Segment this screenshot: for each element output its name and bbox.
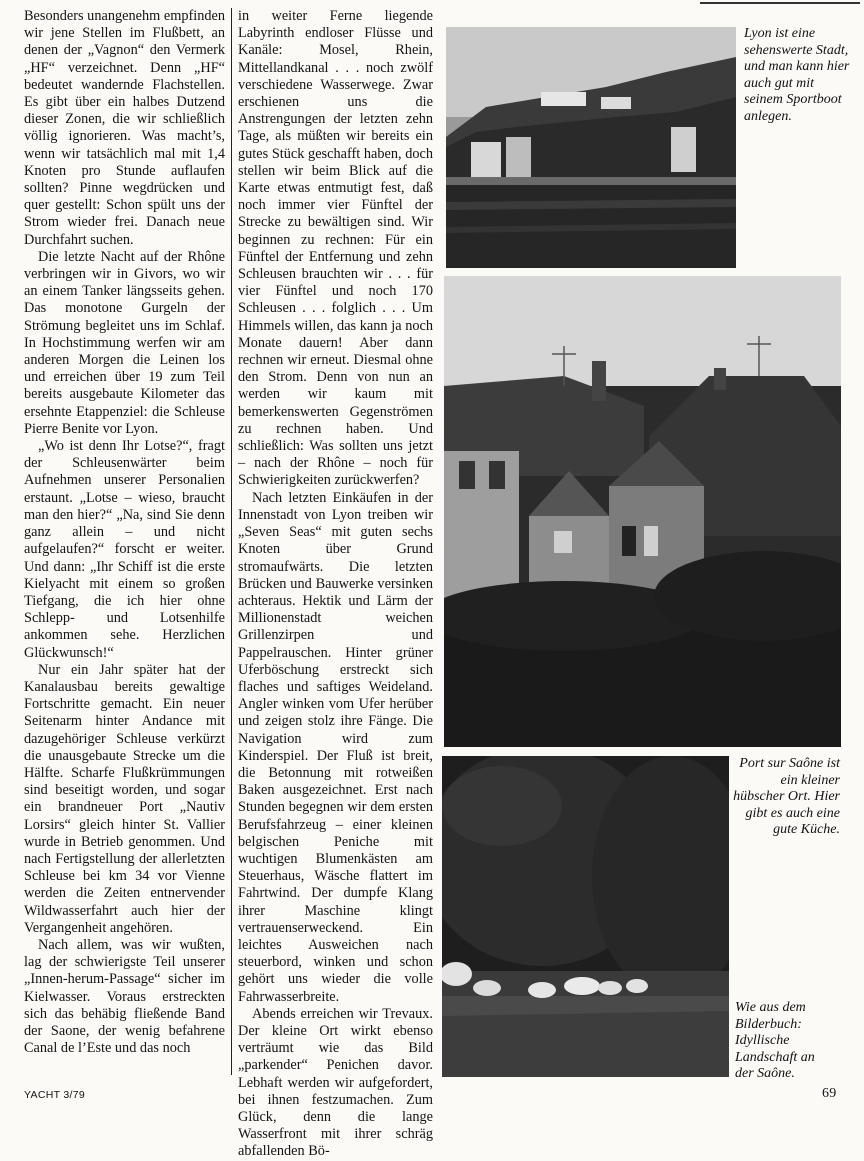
column-rule (231, 8, 232, 1075)
photo-houses-image (444, 276, 841, 747)
text-column-left (24, 8, 225, 1057)
photo-landscape-image (442, 756, 729, 1077)
photo-lyon-image (446, 27, 736, 268)
photo-houses (444, 276, 841, 747)
publication-footer: YACHT 3/79 (24, 1089, 85, 1101)
paragraph: Nach allem, was wir wußten, lag der schwierigste Teil unserer „Innen-herum-Passage“ sicher im Kielwasser. Voraus erstreckten sich das behäbig fließende Band der Saone, der wenig befahrene Canal de l’Este und das noch (24, 936, 225, 1057)
paragraph: Die letzte Nacht auf der Rhône verbringen wir in Givors, wo wir an einem Tanker längsseits gehen. Das monotone Gurgeln der Strömung begleitet uns im Schlaf. In Hochstimmung werfen wir am anderen Morgen die Leinen los und erreichen über 19 zum Teil bereits ausgebaute Kilometer das ersehnte Etappenziel: die Schleuse Pierre Benite vor Lyon. (24, 248, 225, 437)
photo-lyon (446, 27, 736, 268)
caption-landscape: Wie aus dem Bilderbuch: Idyllische Landschaft an der Saône. (735, 1000, 815, 1082)
caption-lyon: Lyon ist eine sehenswerte Stadt, und man kann hier auch gut mit seinem Sportboot anlegen. (744, 26, 850, 124)
paragraph: in weiter Ferne liegende Labyrinth endloser Flüsse und Kanäle: Mosel, Rhein, Mittellandkanal . . . noch zwölf verschiedene Wasserwege. Zwar erschienen uns die Anstrengungen der letzten zehn Tage, als müßten wir bereits ein gutes Stück geschafft haben, doch stellen wir beim Blick auf die Karte etwas entmutigt fest, daß noch immer vier Fünftel der Strecke zu bewältigen sind. Wir beginnen zu rechnen: Für ein Fünftel der Entfernung und zehn Schleusen brauchten wir . . . für vier Fünftel und noch 170 Schleusen . . . folglich . . . Um Himmels willen, das kann ja noch Monate dauern! Aber dann rechnen wir erneut. Diesmal ohne den Strom. Denn von nun an werden wir kaum mit bemerkenswerten Gegenströmen zu rechnen haben. Und schließlich: Was sollten uns jetzt – nach der Rhône – noch für Schwierigkeiten zurückwerfen? (238, 8, 433, 489)
caption-port-sur-saone: Port sur Saône ist ein kleiner hübscher Ort. Hier gibt es auch eine gute Küche. (733, 756, 840, 838)
paragraph: Abends erreichen wir Trevaux. Der kleine Ort wirkt ebenso verträumt wie das Bild „parkender“ Penichen davor. Lebhaft werden wir aufgefordert, bei ihnen festzumachen. Zum Glück, denn die lange Wasserfront mit ihrer schräg abfallenden Bö- (238, 1005, 433, 1160)
paragraph: Nur ein Jahr später hat der Kanalausbau bereits gewaltige Fortschritte gemacht. Ein neuer Seitenarm hinter Andance mit dazugehöriger Schleuse verkürzt die unausgebaute Strecke um die Hälfte. Scharfe Flußkrümmungen sind beseitigt worden, und sogar ein brandneuer Port „Nautiv Lorsirs“ gleich hinter St. Vallier wurde in Betrieb genommen. Und nach Fertigstellung der allerletzten Schleuse bei km 34 vor Vienne werden die Zeiten entnervender Wildwasserfahrt auch hier der Vergangenheit angehören. (24, 661, 225, 936)
top-rule (700, 2, 860, 4)
page-number: 69 (822, 1086, 837, 1101)
photo-landscape (442, 756, 729, 1077)
paragraph: Nach letzten Einkäufen in der Innenstadt von Lyon treiben wir „Seven Seas“ mit guten sechs Knoten über Grund stromaufwärts. Die letzten Brücken und Bauwerke versinken achteraus. Hektik und Lärm der Millionenstadt weichen Grillenzirpen und Pappelrauschen. Hinter grüner Uferböschung erstreckt sich flaches und saftiges Weideland. Angler winken vom Ufer herüber und zeigen stolz ihre Fänge. Die Navigation wird zum Kinderspiel. Der Fluß ist breit, die Betonnung mit rotweißen Baken ausgezeichnet. Erst nach Stunden begegnen wir dem ersten Berufsfahrzeug – einer kleinen belgischen Peniche mit wuchtigen Blumenkästen am Steuerhaus, Wäsche flattert im Fahrtwind. Der dumpfe Klang ihrer Maschine klingt vertrauenserweckend. Ein leichtes Ausweichen nach steuerbord, winken und schon gehört uns wieder die volle Fahrwasserbreite. (238, 489, 433, 1005)
text-column-middle (238, 8, 433, 1161)
paragraph: „Wo ist denn Ihr Lotse?“, fragt der Schleusenwärter beim Aufnehmen unserer Personalien erstaunt. „Lotse – wieso, braucht man den hier?“ „Na, sind Sie denn ganz allein – und nicht aufgelaufen?“ forscht er weiter. Und dann: „Ihr Schiff ist die erste Kielyacht mit einem so großen Tiefgang, die ich hier ohne Schlepp- und Lotsenhilfe ankommen sehe. Herzlichen Glückwunsch!“ (24, 438, 225, 661)
paragraph: Besonders unangenehm empfinden wir jene Stellen im Flußbett, an denen der „Vagnon“ den Vermerk „HF“ verzeichnet. Denn „HF“ bedeutet wandernde Flachstellen. Es gibt über ein halbes Dutzend dieser Zonen, die wir schließlich völlig ignorieren. Was macht’s, wenn wir tatsächlich mal mit 1,4 Knoten pro Stunde auflaufen sollten? Pinne wegdrücken und quer gestellt: Schon spült uns der Strom wieder frei. Danach neue Durchfahrt suchen. (24, 8, 225, 248)
